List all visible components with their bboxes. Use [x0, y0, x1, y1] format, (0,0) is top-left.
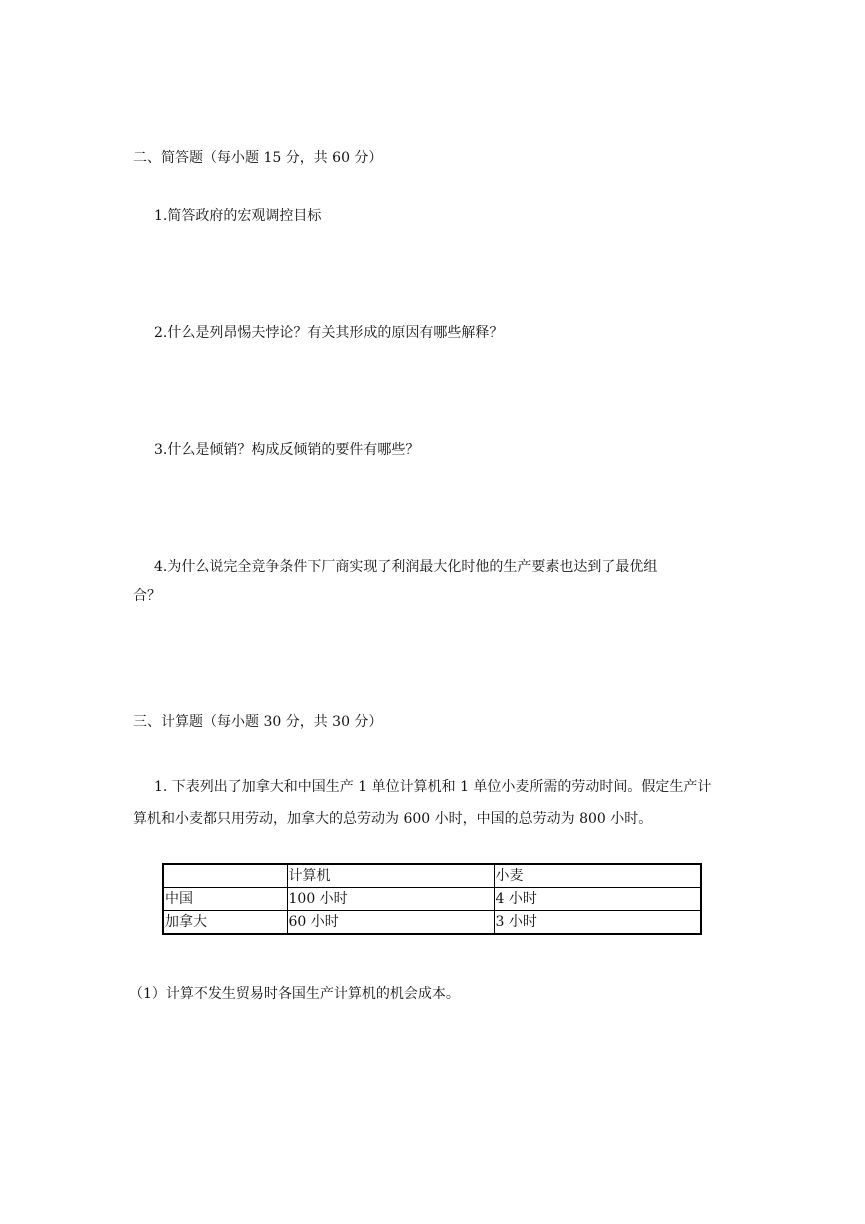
table-row — [163, 911, 701, 935]
table-header-cell: 计算机 — [287, 864, 494, 888]
table-cell: 100 小时 — [287, 888, 494, 911]
table-header-cell: 小麦 — [494, 864, 701, 888]
table-cell: 60 小时 — [287, 911, 494, 935]
section3-question-1-line2: 算机和小麦都只用劳动，加拿大的总劳动为 600 小时，中国的总劳动为 800 小时。 — [133, 811, 653, 827]
section2-question-4-continuation: 合？ — [133, 588, 161, 604]
section2-question-4: 4.为什么说完全竞争条件下厂商实现了利润最大化时他的生产要素也达到了最优组 — [154, 559, 658, 575]
table-cell: 中国 — [163, 888, 287, 911]
table-row — [163, 888, 701, 911]
section3-subquestion-1: （1）计算不发生贸易时各国生产计算机的机会成本。 — [129, 986, 460, 1002]
table-header-row — [163, 864, 701, 888]
section2-question-2: 2.什么是列昂惕夫悖论？有关其形成的原因有哪些解释？ — [154, 325, 504, 341]
table-header-cell — [163, 864, 287, 888]
table-cell: 加拿大 — [163, 911, 287, 935]
section2-question-3: 3.什么是倾销？构成反倾销的要件有哪些？ — [154, 442, 420, 458]
table-cell: 3 小时 — [494, 911, 701, 935]
section2-heading: 二、简答题（每小题 15 分，共 60 分） — [133, 150, 383, 166]
section2-question-1: 1.简答政府的宏观调控目标 — [154, 208, 322, 224]
section3-heading: 三、计算题（每小题 30 分，共 30 分） — [133, 714, 383, 730]
labor-time-table — [162, 863, 702, 935]
section3-question-1-line1: 1. 下表列出了加拿大和中国生产 1 单位计算机和 1 单位小麦所需的劳动时间。假定生产计 — [154, 779, 712, 795]
table-cell: 4 小时 — [494, 888, 701, 911]
